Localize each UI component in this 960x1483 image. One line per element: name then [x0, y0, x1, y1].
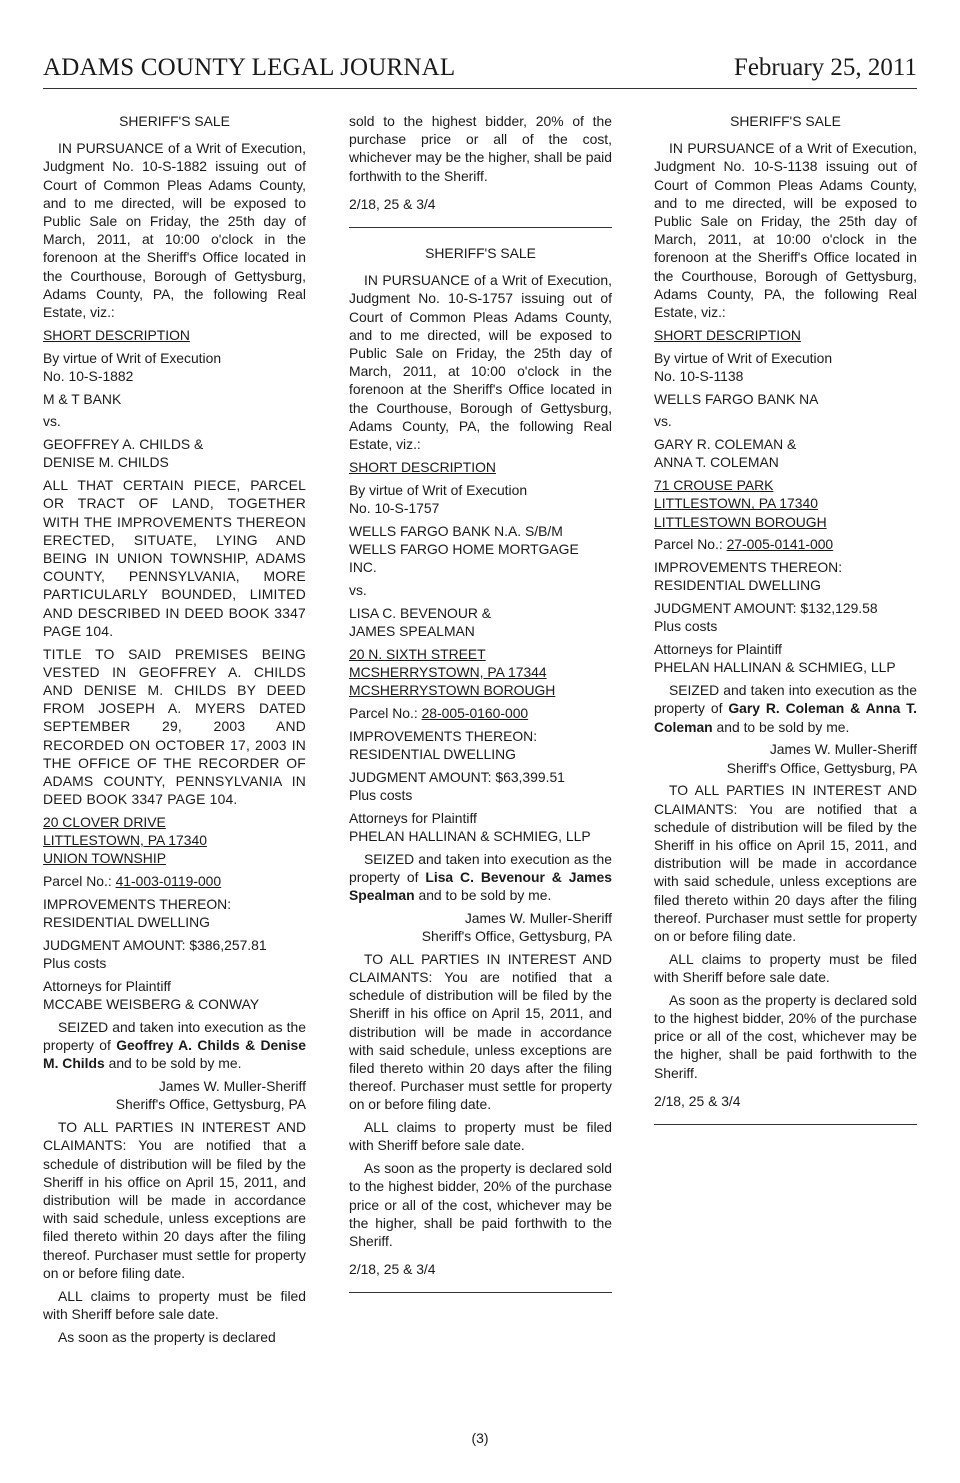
writ-line: By virtue of Writ of Execution: [43, 349, 222, 366]
column-3: [654, 112, 917, 1141]
address-line: LITTLESTOWN BOROUGH: [654, 513, 827, 530]
defendants: [349, 604, 612, 640]
judgment: [349, 768, 612, 804]
property-address: [654, 476, 917, 531]
attorneys-firm: MCCABE WEISBERG & CONWAY: [43, 996, 260, 1013]
improvements-label: IMPROVEMENTS THEREON:: [349, 727, 538, 744]
notice-title: SHERIFF'S SALE: [425, 245, 536, 262]
divider: [349, 1292, 612, 1293]
writ-block: [349, 481, 612, 517]
defendant-line: GEOFFREY A. CHILDS &: [43, 436, 204, 453]
address-line: LITTLESTOWN, PA 17340: [654, 495, 818, 512]
judgment-amount: JUDGMENT AMOUNT: $132,129.58: [654, 600, 878, 617]
seized-text: SEIZED and taken into execution as the property of: [654, 682, 917, 717]
improvements: [43, 895, 306, 931]
attorneys-label: Attorneys for Plaintiff: [43, 978, 171, 995]
improvements-value: RESIDENTIAL DWELLING: [654, 577, 821, 594]
short-description-heading: SHORT DESCRIPTION: [654, 326, 801, 343]
writ-block: [43, 349, 306, 385]
divider: [349, 227, 612, 228]
page-number: (3): [471, 1430, 489, 1446]
attorneys: [43, 977, 306, 1013]
publication-dates: 2/18, 25 & 3/4: [349, 195, 436, 212]
plus-costs: Plus costs: [349, 786, 413, 803]
payment-notice-continued: sold to the highest bidder, 20% of the purchase price or all of the cost, whichever may be the higher, shall be paid forthwith to the Sheriff.: [349, 113, 612, 184]
plus-costs: Plus costs: [43, 955, 107, 972]
seized-text-end: and to be sold by me.: [414, 887, 552, 904]
improvements-label: IMPROVEMENTS THEREON:: [43, 896, 232, 913]
address-line: 20 N. SIXTH STREET: [349, 645, 486, 662]
sheriff-name: James W. Muller-Sheriff: [158, 1078, 306, 1095]
issue-date: February 25, 2011: [733, 54, 917, 81]
defendants: [43, 435, 306, 471]
claims-notice: ALL claims to property must be filed with Sheriff before sale date.: [654, 950, 917, 986]
seized-statement: [43, 1018, 306, 1073]
parcel-label: Parcel No.:: [43, 873, 116, 890]
plaintiff: WELLS FARGO BANK NA: [654, 390, 819, 407]
seized-text-end: and to be sold by me.: [104, 1055, 242, 1072]
property-owners: Lisa C. Bevenour & James Spealman: [349, 868, 612, 904]
sheriff-name: James W. Muller-Sheriff: [769, 741, 917, 758]
parcel-number: 27-005-0141-000: [726, 536, 834, 553]
column-2: [349, 112, 612, 1309]
property-address: [43, 813, 306, 868]
parcel-label: Parcel No.:: [654, 536, 727, 553]
attorneys: [349, 809, 612, 845]
defendants: [654, 435, 917, 471]
short-description-heading: SHORT DESCRIPTION: [349, 458, 496, 475]
notice-intro: IN PURSUANCE of a Writ of Execution, Judgment No. 10-S-1138 issuing out of Court of Common Pleas Adams County, and to me directed, will be exposed to Public Sale on Friday, the 25th day of March, 2011, at 10:00 o'clock in the forenoon at the Sheriff's Office located in the Courthouse, Borough of Gettysburg, Adams County, PA, the following Real Estate, viz.:: [654, 140, 917, 321]
journal-title: ADAMS COUNTY LEGAL JOURNAL: [43, 54, 456, 81]
parcel-line: [43, 872, 306, 890]
seized-text: SEIZED and taken into execution as the property of: [349, 850, 612, 885]
property-address: [349, 645, 612, 700]
divider: [654, 1124, 917, 1125]
judgment-amount: JUDGMENT AMOUNT: $386,257.81: [43, 937, 267, 954]
writ-number: No. 10-S-1138: [654, 367, 744, 384]
attorneys-firm: PHELAN HALLINAN & SCHMIEG, LLP: [654, 659, 896, 676]
notice-intro: IN PURSUANCE of a Writ of Execution, Judgment No. 10-S-1882 issuing out of Court of Common Pleas Adams County, and to me directed, will be exposed to Public Sale on Friday, the 25th day of March, 2011, at 10:00 o'clock in the forenoon at the Sheriff's Office located in the Courthouse, Borough of Gettysburg, Adams County, PA, the following Real Estate, viz.:: [43, 140, 306, 321]
parcel-line: [349, 704, 612, 722]
column-1: [43, 112, 306, 1350]
distribution-notice: TO ALL PARTIES IN INTEREST AND CLAIMANTS: You are notified that a schedule of distribution will be filed by the Sheriff in his office on April 15, 2011, and distribution will be made in accordance with said schedule, unless exceptions are filed thereto within 20 days after the filing thereof. Purchaser must settle for property on or before filing date.: [654, 782, 917, 945]
plaintiff-line: INC.: [349, 559, 377, 576]
seized-statement: [349, 850, 612, 905]
parcel-line: [654, 535, 917, 553]
attorneys-label: Attorneys for Plaintiff: [654, 641, 782, 658]
plaintiff: M & T BANK: [43, 390, 122, 407]
defendant-line: GARY R. COLEMAN &: [654, 436, 797, 453]
versus: vs.: [654, 413, 672, 430]
distribution-notice: TO ALL PARTIES IN INTEREST AND CLAIMANTS: You are notified that a schedule of distribution will be filed by the Sheriff in his office on April 15, 2011, and distribution will be made in accordance with said schedule, unless exceptions are filed thereto within 20 days after the filing thereof. Purchaser must settle for property on or before filing date.: [349, 950, 612, 1113]
parcel-label: Parcel No.:: [349, 704, 422, 721]
defendant-line: JAMES SPEALMAN: [349, 622, 475, 639]
plaintiff-line: WELLS FARGO HOME MORTGAGE: [349, 540, 579, 557]
address-line: UNION TOWNSHIP: [43, 850, 166, 867]
notice-title: SHERIFF'S SALE: [119, 113, 230, 129]
improvements-label: IMPROVEMENTS THEREON:: [654, 559, 843, 576]
seized-text-end: and to be sold by me.: [712, 718, 850, 735]
claims-notice: ALL claims to property must be filed with Sheriff before sale date.: [349, 1119, 612, 1154]
parcel-number: 41-003-0119-000: [115, 873, 222, 890]
sheriff-office: Sheriff's Office, Gettysburg, PA: [726, 759, 917, 776]
attorneys: [654, 640, 917, 676]
notice-title: SHERIFF'S SALE: [730, 113, 841, 129]
improvements-value: RESIDENTIAL DWELLING: [349, 745, 516, 762]
sheriff-signature: [349, 909, 612, 945]
address-line: MCSHERRYSTOWN BOROUGH: [349, 682, 556, 699]
writ-number: No. 10-S-1882: [43, 367, 134, 384]
versus: vs.: [349, 581, 367, 598]
parcel-number: 28-005-0160-000: [421, 704, 529, 721]
property-owners: Geoffrey A. Childs & Denise M. Childs: [43, 1037, 306, 1072]
address-line: 20 CLOVER DRIVE: [43, 814, 166, 831]
sheriff-signature: [654, 740, 917, 776]
plaintiff-line: WELLS FARGO BANK N.A. S/B/M: [349, 522, 563, 539]
judgment-amount: JUDGMENT AMOUNT: $63,399.51: [349, 768, 565, 785]
judgment: [43, 936, 306, 972]
writ-line: By virtue of Writ of Execution: [349, 481, 528, 498]
sheriff-signature: [43, 1077, 306, 1113]
writ-number: No. 10-S-1757: [349, 499, 440, 516]
short-description-heading: SHORT DESCRIPTION: [43, 326, 190, 343]
attorneys-label: Attorneys for Plaintiff: [349, 809, 477, 826]
publication-dates: 2/18, 25 & 3/4: [654, 1092, 741, 1109]
address-line: 71 CROUSE PARK: [654, 477, 774, 494]
payment-notice: As soon as the property is declared: [58, 1328, 276, 1345]
legal-description: ALL THAT CERTAIN PIECE, PARCEL OR TRACT OF LAND, TOGETHER WITH THE IMPROVEMENTS THEREON ERECTED, SITUATE, LYING AND BEING IN UNION TOWNSHIP, ADAMS COUNTY, PENNSYLVANIA, MORE PARTICULARLY BOUNDED, LIMITED AND DESCRIBED IN DEED BOOK 3347 PAGE 104.: [43, 477, 306, 639]
publication-dates: 2/18, 25 & 3/4: [349, 1261, 436, 1278]
notice-intro: IN PURSUANCE of a Writ of Execution, Judgment No. 10-S-1757 issuing out of Court of Common Pleas Adams County, and to me directed, will be exposed to Public Sale on Friday, the 25th day of March, 2011, at 10:00 o'clock in the forenoon at the Sheriff's Office located in the Courthouse, Borough of Gettysburg, Adams County, PA, the following Real Estate, viz.:: [349, 272, 612, 453]
defendant-line: LISA C. BEVENOUR &: [349, 604, 492, 621]
improvements: [349, 727, 612, 763]
payment-notice: As soon as the property is declared sold to the highest bidder, 20% of the purchase price or all of the cost, whichever may be the higher, shall be paid forthwith to the Sheriff.: [349, 1160, 612, 1250]
sheriff-office: Sheriff's Office, Gettysburg, PA: [421, 928, 612, 945]
attorneys-firm: PHELAN HALLINAN & SCHMIEG, LLP: [349, 827, 591, 844]
seized-statement: [654, 681, 917, 736]
versus: vs.: [43, 413, 61, 430]
judgment: [654, 599, 917, 635]
writ-block: [654, 349, 917, 385]
address-line: LITTLESTOWN, PA 17340: [43, 832, 207, 849]
distribution-notice: TO ALL PARTIES IN INTEREST AND CLAIMANTS: You are notified that a schedule of distribution will be filed by the Sheriff in his office on April 15, 2011, and distribution will be made in accordance with said schedule, unless exceptions are filed thereto within 20 days after the filing thereof. Purchaser must settle for property on or before filing date.: [43, 1119, 306, 1281]
defendant-line: ANNA T. COLEMAN: [654, 454, 779, 471]
writ-line: By virtue of Writ of Execution: [654, 349, 833, 366]
plaintiff: [349, 522, 612, 577]
page-header: [43, 54, 917, 89]
defendant-line: DENISE M. CHILDS: [43, 454, 169, 471]
improvements-value: RESIDENTIAL DWELLING: [43, 914, 210, 931]
improvements: [654, 558, 917, 594]
sheriff-name: James W. Muller-Sheriff: [464, 909, 612, 926]
claims-notice: ALL claims to property must be filed with Sheriff before sale date.: [43, 1287, 306, 1322]
payment-notice: As soon as the property is declared sold to the highest bidder, 20% of the purchase price or all of the cost, whichever may be the higher, shall be paid forthwith to the Sheriff.: [654, 991, 917, 1081]
address-line: MCSHERRYSTOWN, PA 17344: [349, 663, 547, 680]
title-vesting: TITLE TO SAID PREMISES BEING VESTED IN GEOFFREY A. CHILDS AND DENISE M. CHILDS BY DEED FROM JOSEPH A. MYERS DATED SEPTEMBER 29, 2003 AND RECORDED ON OCTOBER 17, 2003 IN THE OFFICE OF THE RECORDER OF ADAMS COUNTY, PENNSYLVANIA IN DEED BOOK 3347 PAGE 104.: [43, 645, 306, 808]
plus-costs: Plus costs: [654, 618, 718, 635]
seized-text: SEIZED and taken into execution as the property of: [43, 1019, 306, 1054]
sheriff-office: Sheriff's Office, Gettysburg, PA: [115, 1096, 306, 1113]
property-owners: Gary R. Coleman & Anna T. Coleman: [654, 700, 917, 735]
